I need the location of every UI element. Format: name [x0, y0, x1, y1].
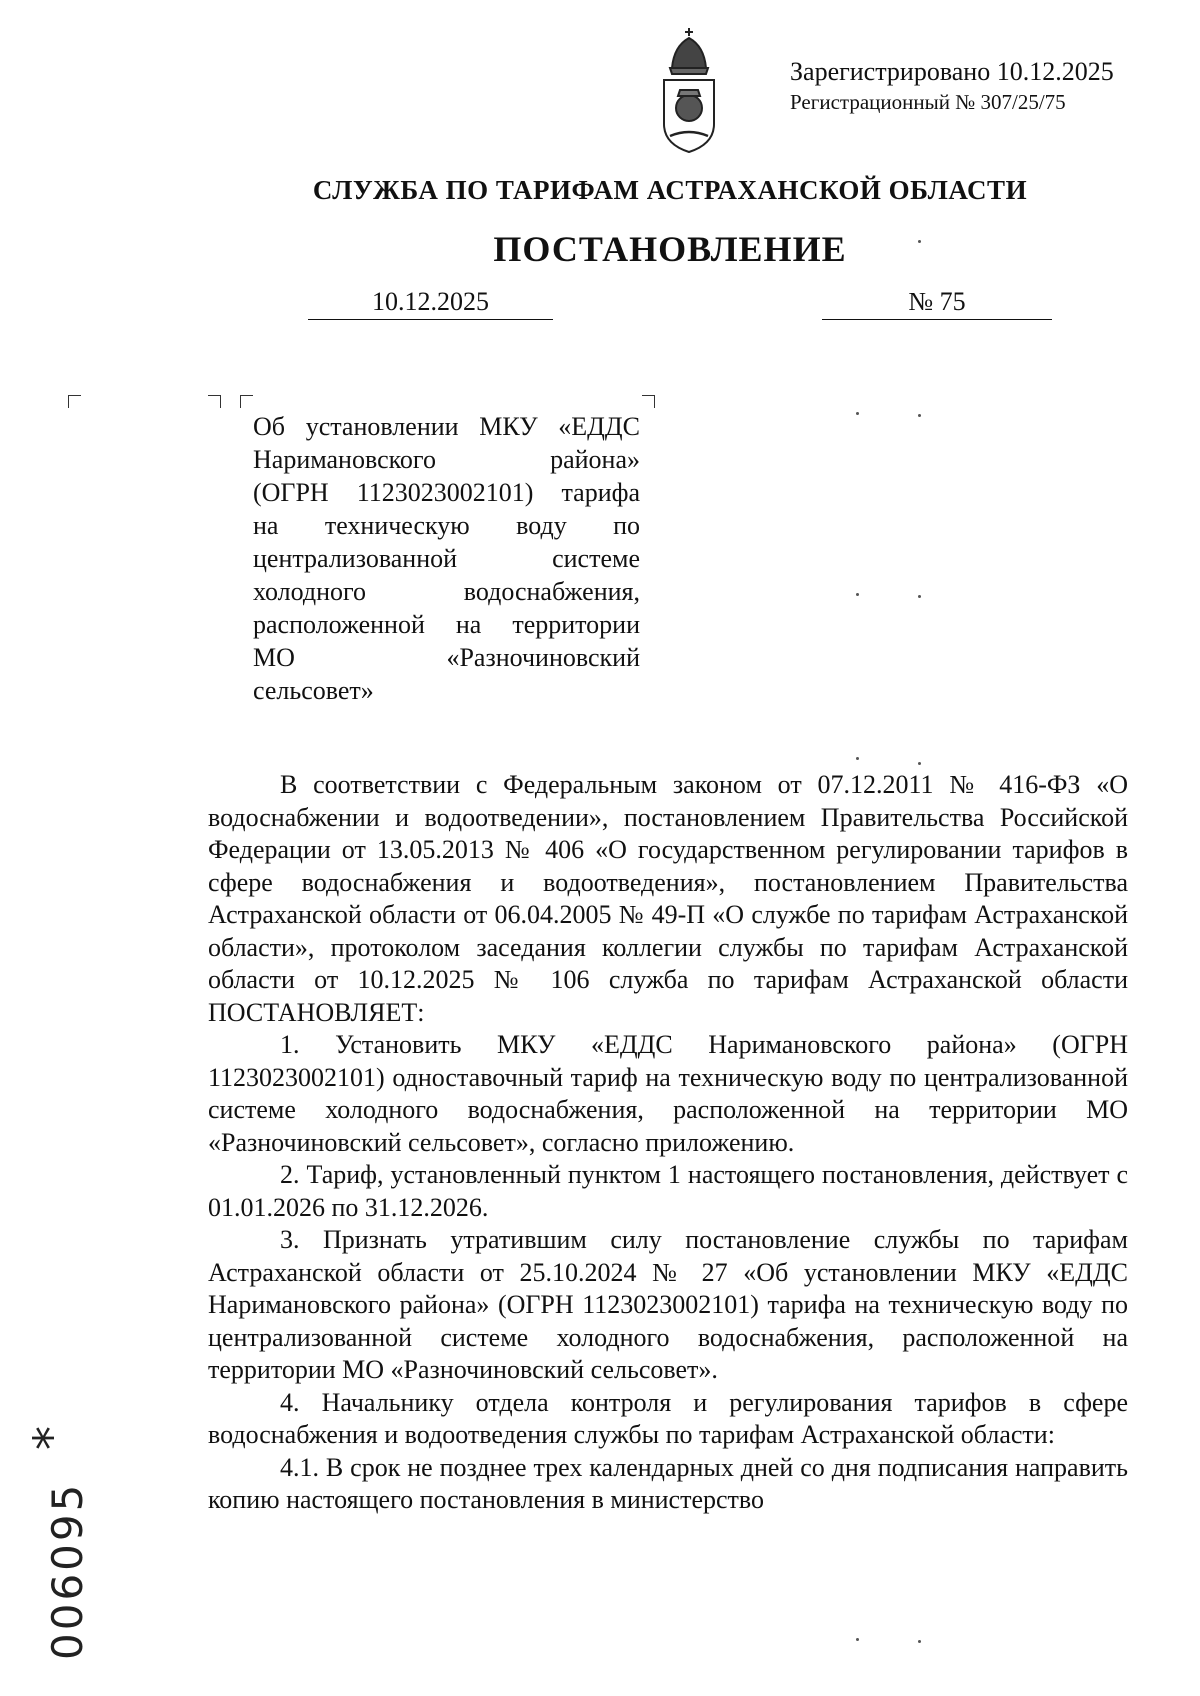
registration-number: Регистрационный № 307/25/75	[790, 89, 1066, 114]
stamp-number: 006095	[43, 1481, 92, 1660]
agency-title: СЛУЖБА ПО ТАРИФАМ АСТРАХАНСКОЙ ОБЛАСТИ	[312, 175, 1028, 205]
corner-mark	[68, 395, 81, 408]
preamble-paragraph: В соответствии с Федеральным законом от 07.12.2011 № 416-ФЗ «О водоснабжении и водоотведении», постановлением Правительства Российской Федерации от 13.05.2013 № 406 «О государственном регулировании тарифов в сфере водоснабжения и водоотведения», постановлением Правительства Астраханской области от 06.04.2005 № 49-П «О службе по тарифам Астраханской области», протоколом заседания коллегии службы по тарифам Астраханской области от 10.12.2025 № 106 служба по тарифам Астраханской области ПОСТАНОВЛЯЕТ:	[208, 770, 1128, 1027]
registration-block	[790, 56, 1114, 115]
clause-3: 3. Признать утратившим силу постановление службы по тарифам Астраханской области от 25.10.2024 № 27 «Об установлении МКУ «ЕДДС Наримановского района» (ОГРН 1123023002101) тарифа на техническую воду по централизованной системе холодного водоснабжения, расположенной на территории МО «Разночиновский сельсовет».	[208, 1225, 1128, 1384]
subject-line: централизованной системе	[253, 544, 640, 573]
subject-line: Наримановского района»	[253, 445, 640, 474]
subject-line: холодного водоснабжения,	[253, 577, 640, 606]
corner-mark	[208, 395, 221, 408]
scan-speck	[918, 595, 921, 598]
scan-speck	[918, 240, 921, 243]
subject-line: МО «Разночиновский	[253, 643, 640, 672]
coat-of-arms-icon	[650, 24, 728, 156]
scan-speck	[856, 757, 859, 760]
subject-line: расположенной на территории	[253, 610, 640, 639]
scan-speck	[856, 593, 859, 596]
scan-speck	[918, 762, 921, 765]
subject-line: Об установлении МКУ «ЕДДС	[253, 412, 640, 441]
side-stamp	[28, 1420, 108, 1660]
corner-mark	[240, 395, 253, 408]
corner-mark	[642, 395, 655, 408]
document-subject	[253, 410, 640, 707]
document-date: 10.12.2025	[308, 285, 553, 320]
scan-speck	[856, 412, 859, 415]
subject-line: сельсовет»	[253, 676, 374, 705]
registration-date: Зарегистрировано 10.12.2025	[790, 57, 1114, 86]
scan-speck	[856, 1638, 859, 1641]
subject-line: на техническую воду по	[253, 511, 640, 540]
document-type-title: ПОСТАНОВЛЕНИЕ	[493, 229, 847, 269]
scan-speck	[918, 414, 921, 417]
clause-2: 2. Тариф, установленный пунктом 1 настоящего постановления, действует с 01.01.2026 по 31.12.2026.	[208, 1160, 1128, 1222]
clause-1: 1. Установить МКУ «ЕДДС Наримановского района» (ОГРН 1123023002101) одноставочный тариф на техническую воду по централизованной системе холодного водоснабжения, расположенной на территории МО «Разночиновский сельсовет», согласно приложению.	[208, 1030, 1128, 1157]
subject-line: (ОГРН 1123023002101) тарифа	[253, 478, 640, 507]
document-body	[208, 769, 1128, 1517]
clause-4-1: 4.1. В срок не позднее трех календарных дней со дня подписания направить копию настоящего постановления в министерство	[208, 1452, 1128, 1514]
clause-4: 4. Начальнику отдела контроля и регулирования тарифов в сфере водоснабжения и водоотведения службы по тарифам Астраханской области:	[208, 1387, 1128, 1449]
stamp-star-mark: *	[24, 1426, 80, 1450]
document-number: № 75	[822, 285, 1052, 320]
scan-speck	[918, 1640, 921, 1643]
